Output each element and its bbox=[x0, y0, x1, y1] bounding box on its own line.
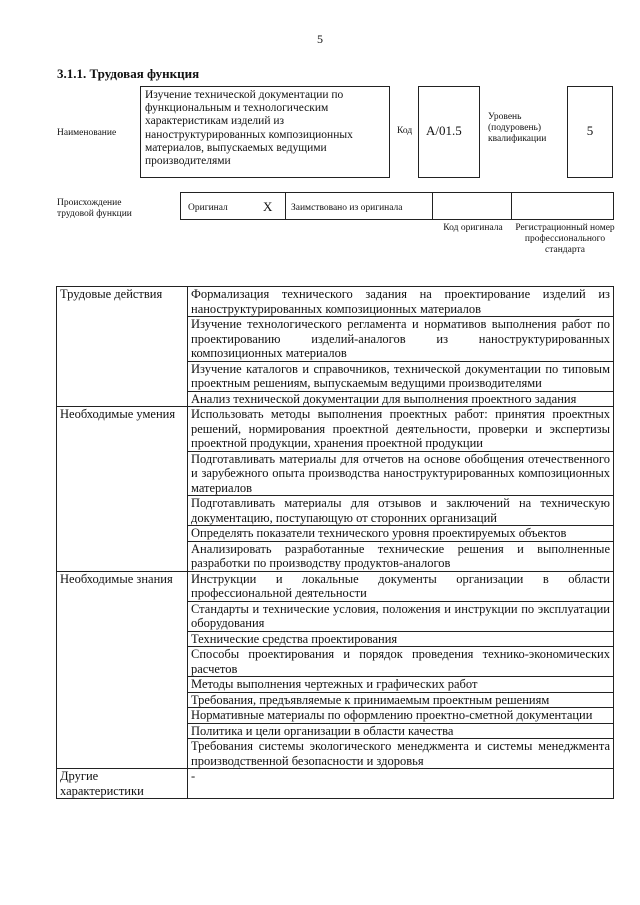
item-cell: Изучение технологического регламента и нормативов выполнения работ по проектированию изделий-аналогов из наноструктурированных композиционных материалов bbox=[188, 317, 614, 362]
category-cell bbox=[57, 317, 188, 362]
category-cell bbox=[57, 526, 188, 542]
table-row bbox=[57, 496, 614, 526]
table-row bbox=[57, 601, 614, 631]
code-label: Код bbox=[397, 126, 413, 136]
table-row bbox=[57, 391, 614, 407]
category-cell bbox=[57, 541, 188, 571]
table-row bbox=[57, 769, 614, 799]
category-cell bbox=[57, 631, 188, 647]
item-cell: Технические средства проектирования bbox=[188, 631, 614, 647]
table-row bbox=[57, 571, 614, 601]
section-title: 3.1.1. Трудовая функция bbox=[57, 66, 200, 81]
table-row bbox=[57, 723, 614, 739]
origin-code-caption: Код оригинала bbox=[443, 223, 503, 233]
table-row bbox=[57, 317, 614, 362]
category-cell bbox=[57, 451, 188, 496]
level-value: 5 bbox=[586, 123, 594, 138]
table-row bbox=[57, 407, 614, 452]
item-cell: Анализ технической документации для выполнения проектного задания bbox=[188, 391, 614, 407]
item-cell: Способы проектирования и порядок проведения технико-экономических расчетов bbox=[188, 647, 614, 677]
code-value: A/01.5 bbox=[426, 123, 462, 138]
item-cell: Подготавливать материалы для отзывов и заключений на техническую документацию, поступающую от сторонних организаций bbox=[188, 496, 614, 526]
category-cell bbox=[57, 708, 188, 724]
table-row bbox=[57, 708, 614, 724]
category-cell: Необходимые знания bbox=[57, 571, 188, 601]
origin-original-label: Оригинал bbox=[188, 203, 228, 213]
page-number: 5 bbox=[317, 32, 323, 46]
item-cell: Изучение каталогов и справочников, технической документации по типовым проектным решениям, выпускаемым ведущими производителями bbox=[188, 361, 614, 391]
table-row bbox=[57, 541, 614, 571]
table-row bbox=[57, 677, 614, 693]
category-cell: Трудовые действия bbox=[57, 287, 188, 317]
item-cell: Методы выполнения чертежных и графических работ bbox=[188, 677, 614, 693]
table-row bbox=[57, 451, 614, 496]
category-cell bbox=[57, 677, 188, 693]
item-cell: Инструкции и локальные документы организации в области профессиональной деятельности bbox=[188, 571, 614, 601]
category-cell bbox=[57, 496, 188, 526]
origin-original-mark: X bbox=[263, 199, 273, 214]
level-label: Уровень (подуровень) квалификации bbox=[488, 112, 547, 144]
category-cell bbox=[57, 739, 188, 769]
origin-reg-caption: Регистрационный номер профессионального стандарта bbox=[515, 223, 615, 255]
item-cell: Нормативные материалы по оформлению проектно-сметной документации bbox=[188, 708, 614, 724]
item-cell: Стандарты и технические условия, положения и инструкции по эксплуатации оборудования bbox=[188, 601, 614, 631]
table-row bbox=[57, 287, 614, 317]
table-row bbox=[57, 361, 614, 391]
competency-table bbox=[56, 286, 614, 799]
item-cell: Подготавливать материалы для отчетов на основе обобщения отечественного и зарубежного опыта производства наноструктурированных композиционных материалов bbox=[188, 451, 614, 496]
table-row bbox=[57, 692, 614, 708]
item-cell: Требования, предъявляемые к принимаемым проектным решениям bbox=[188, 692, 614, 708]
item-cell: Использовать методы выполнения проектных работ: принятия проектных решений, нормирования проектной деятельности, проверки и экспертизы проектной продукции, хранения проектной продукции bbox=[188, 407, 614, 452]
category-cell: Другие характеристики bbox=[57, 769, 188, 799]
origin-reg-box bbox=[511, 192, 614, 220]
table-row bbox=[57, 526, 614, 542]
item-cell: Требования системы экологического менеджмента и системы менеджмента производственной безопасности и здоровья bbox=[188, 739, 614, 769]
item-cell: Формализация технического задания на проектирование изделий из наноструктурированных композиционных материалов bbox=[188, 287, 614, 317]
item-cell: - bbox=[188, 769, 614, 799]
origin-borrowed-label: Заимствовано из оригинала bbox=[291, 203, 403, 213]
item-cell: Анализировать разработанные технические решения и выполненные разработки по производству продуктов-аналогов bbox=[188, 541, 614, 571]
origin-label: Происхождение трудовой функции bbox=[57, 198, 132, 219]
name-value: Изучение технической документации по функциональным и технологическим характеристикам изделий из наноструктурированных композиционных материалов, выпускаемых ведущими производителями bbox=[140, 86, 390, 178]
name-label: Наименование bbox=[57, 128, 117, 138]
category-cell bbox=[57, 601, 188, 631]
table-row bbox=[57, 739, 614, 769]
category-cell: Необходимые умения bbox=[57, 407, 188, 452]
item-cell: Политика и цели организации в области качества bbox=[188, 723, 614, 739]
item-cell: Определять показатели технического уровня проектируемых объектов bbox=[188, 526, 614, 542]
category-cell bbox=[57, 692, 188, 708]
table-row bbox=[57, 631, 614, 647]
category-cell bbox=[57, 647, 188, 677]
category-cell bbox=[57, 723, 188, 739]
category-cell bbox=[57, 361, 188, 391]
category-cell bbox=[57, 391, 188, 407]
origin-code-box bbox=[432, 192, 512, 220]
table-row bbox=[57, 647, 614, 677]
